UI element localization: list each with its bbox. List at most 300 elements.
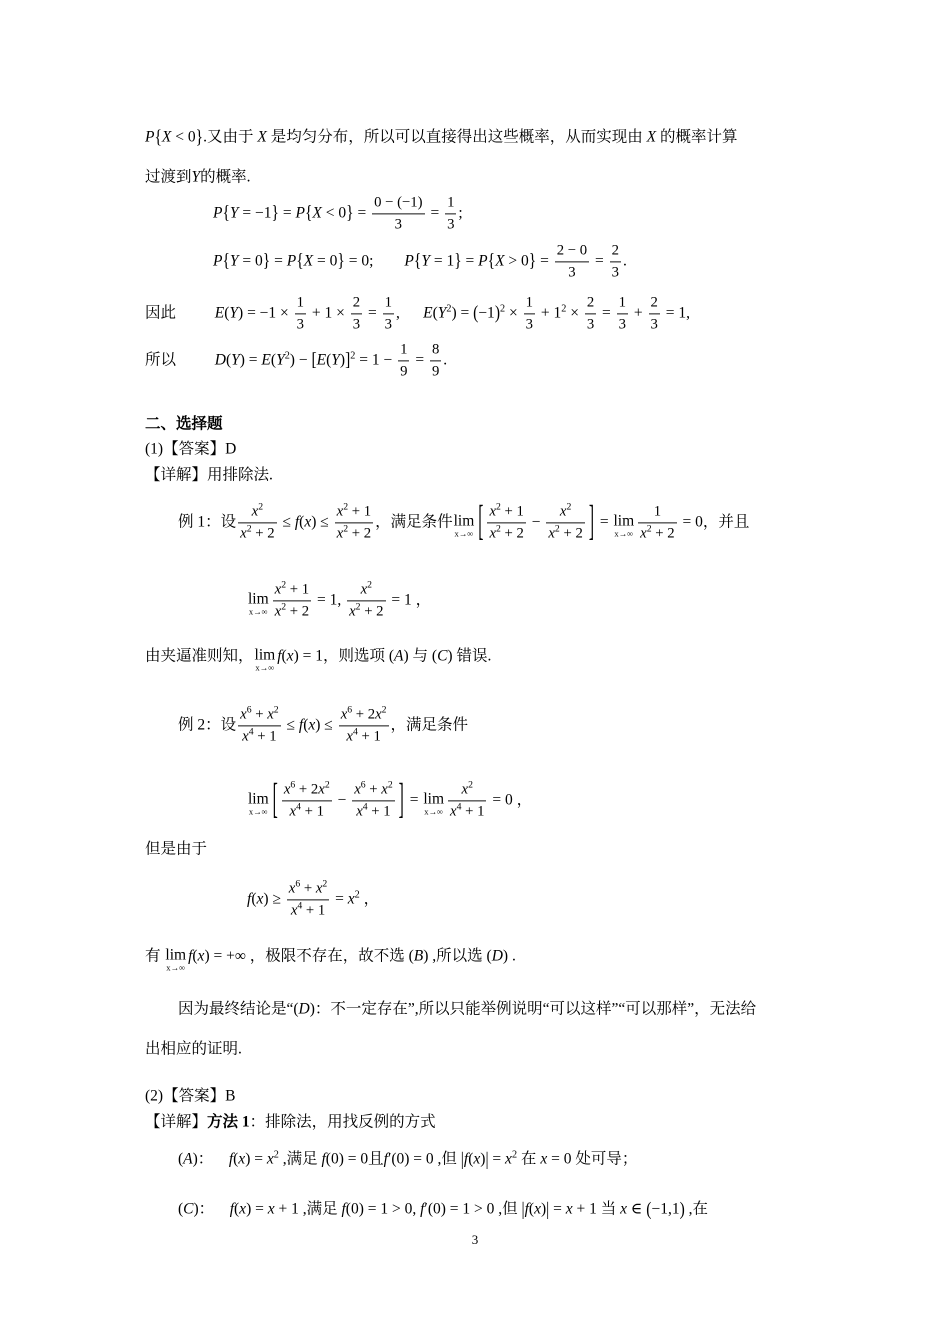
math-variable: f xyxy=(277,647,282,665)
math-variable: X xyxy=(257,128,267,146)
math-variable: f xyxy=(341,1200,346,1218)
fraction-numerator xyxy=(238,705,280,726)
bracket: ] xyxy=(345,349,351,371)
math-variable: Y xyxy=(421,252,430,270)
text-run: = 0，并且 xyxy=(678,513,750,531)
superscript: 2 xyxy=(381,704,387,716)
math-variable: f xyxy=(188,947,193,965)
math-variable: x xyxy=(461,781,469,798)
fraction-denominator xyxy=(295,315,306,335)
bracket: { xyxy=(296,250,304,272)
superscript: 2 xyxy=(554,523,560,535)
math-variable: E xyxy=(316,351,327,369)
bold-text: 二、选择题 xyxy=(145,415,223,433)
superscript: 4 xyxy=(362,801,368,813)
text-run: ，满足条件 xyxy=(375,513,453,531)
fraction xyxy=(295,293,306,334)
text-line xyxy=(247,777,533,824)
fraction-denominator xyxy=(238,727,280,747)
text-line xyxy=(145,647,491,672)
text-run: ) ≥ xyxy=(263,890,285,908)
text-run: = 0 处可导； xyxy=(547,1150,638,1168)
math-variable: x xyxy=(349,603,356,620)
math-variable: x xyxy=(473,1150,481,1168)
math-variable: D xyxy=(214,351,226,369)
text-run: 8 xyxy=(431,341,440,358)
fraction-denominator xyxy=(282,802,332,822)
fraction xyxy=(352,780,394,821)
math-variable: Y xyxy=(229,304,239,322)
answer-line xyxy=(145,1088,235,1107)
math-variable: f xyxy=(383,1150,388,1168)
limit-subscript: x→∞ xyxy=(424,806,444,817)
text-line xyxy=(145,126,738,148)
text-run: ; xyxy=(458,204,463,222)
fraction-denominator xyxy=(238,524,276,544)
page-number: 3 xyxy=(471,1232,479,1247)
fraction-numerator xyxy=(295,293,306,314)
fraction-denominator xyxy=(445,215,456,235)
text-line xyxy=(178,1198,709,1220)
fraction-denominator xyxy=(372,215,424,235)
text-run: ( xyxy=(432,304,438,322)
text-run: ) 错误. xyxy=(447,647,492,665)
limit-subscript: x→∞ xyxy=(255,661,275,672)
math-variable: Y xyxy=(229,204,239,222)
text-run: ) ,所以选 ( xyxy=(423,947,492,965)
text-run: 是均匀分布，所以可以直接得出这些概率，从而实现由 xyxy=(266,128,647,146)
text-run: + 1 xyxy=(367,803,391,820)
fraction xyxy=(383,293,394,334)
text-run: ,在 xyxy=(684,1200,709,1218)
fraction-numerator xyxy=(487,502,525,523)
text-run: + 2 xyxy=(251,525,275,542)
bracket: ) xyxy=(494,302,500,324)
text-line xyxy=(145,169,251,188)
fraction-denominator xyxy=(546,524,584,544)
text-run: = xyxy=(598,304,615,322)
text-run: ) = xyxy=(246,1200,268,1218)
text-run: + 1 xyxy=(348,503,372,520)
fraction xyxy=(238,502,276,543)
math-variable: E xyxy=(214,304,225,322)
text-run: + 1 xyxy=(500,503,524,520)
text-run: 2 xyxy=(650,294,658,311)
text-run: + xyxy=(365,781,382,798)
bracket: } xyxy=(271,202,279,224)
math-variable: B xyxy=(413,947,424,965)
text-run: 2 − 0 xyxy=(556,242,588,259)
limit-operator: lim xyxy=(453,512,475,530)
fraction xyxy=(372,193,424,234)
math-variable: X xyxy=(646,128,657,146)
math-variable: x xyxy=(347,890,355,908)
text-run: − xyxy=(333,791,351,809)
text-run: 3 xyxy=(352,316,361,333)
text-run: (1)【答案】D xyxy=(145,440,237,458)
text-run: −1,1 xyxy=(651,1200,680,1218)
fraction-denominator xyxy=(335,524,373,544)
text-run: 3 xyxy=(611,264,619,281)
math-variable: Y xyxy=(331,351,340,369)
text-run: = xyxy=(536,252,553,270)
text-run: = 0; xyxy=(344,252,405,270)
fraction xyxy=(347,580,385,621)
superscript: 2 xyxy=(355,601,361,613)
large-bracket: [ xyxy=(478,499,484,546)
text-run: + 2 xyxy=(352,706,376,723)
math-variable: x xyxy=(266,1150,274,1168)
superscript: 2 xyxy=(495,501,501,513)
math-variable: f xyxy=(524,1200,529,1218)
math-variable: x xyxy=(240,706,247,723)
superscript: 2 xyxy=(367,579,373,591)
math-variable: f xyxy=(321,1150,326,1168)
text-run: 3 xyxy=(296,316,305,333)
large-bracket: ] xyxy=(588,499,594,546)
fraction xyxy=(282,780,332,821)
math-variable: x xyxy=(548,525,555,542)
math-variable: Y xyxy=(231,351,240,369)
text-run: ≤ xyxy=(278,513,295,531)
text-run: 过渡到 xyxy=(145,168,192,186)
bracket: } xyxy=(454,250,462,272)
fraction xyxy=(546,502,584,543)
text-run: 3 xyxy=(394,216,402,233)
text-run: 0 − (−1) xyxy=(374,194,423,211)
text-run: + 1 xyxy=(536,304,562,322)
math-variable: x xyxy=(290,902,298,919)
superscript: 2 xyxy=(387,779,393,791)
math-variable: C xyxy=(437,647,448,665)
text-run: (0) = 0且 xyxy=(325,1150,384,1168)
fraction-numerator xyxy=(372,193,424,214)
math-variable: C xyxy=(183,1200,194,1218)
text-run: 在 xyxy=(517,1150,541,1168)
text-run: + xyxy=(300,880,316,897)
superscript: 2 xyxy=(281,579,287,591)
math-variable: x xyxy=(640,525,647,542)
text-run: + 2 xyxy=(559,525,583,542)
text-run: + 1 xyxy=(461,803,485,820)
text-run: ( xyxy=(192,947,198,965)
text-run: ′(0) = 1 > 0 ,但 xyxy=(424,1200,522,1218)
fraction-numerator xyxy=(448,780,486,801)
text-run: + 1 × xyxy=(308,304,349,322)
text-run: < 0 xyxy=(321,204,347,222)
superscript: 2 xyxy=(561,303,567,315)
fraction-denominator xyxy=(430,362,441,382)
superscript: 2 xyxy=(343,501,349,513)
large-bracket: [ xyxy=(272,777,278,824)
bracket: { xyxy=(304,202,313,224)
text-run: = 1 − xyxy=(355,351,397,369)
bracket: | xyxy=(546,1198,550,1220)
superscript: 2 xyxy=(258,501,264,513)
math-variable: x xyxy=(375,706,382,723)
fraction xyxy=(430,340,441,381)
superscript: 4 xyxy=(297,900,303,912)
bracket: { xyxy=(487,250,496,272)
text-run: + 1 xyxy=(253,728,277,745)
text-run: + 1 xyxy=(302,902,326,919)
text-run: ) = xyxy=(239,351,262,369)
fraction xyxy=(617,293,628,334)
text-run: ( xyxy=(281,647,287,665)
superscript: 2 xyxy=(468,779,473,791)
math-variable: x xyxy=(289,803,297,820)
text-run: = xyxy=(270,252,287,270)
math-variable: f xyxy=(298,716,304,734)
limit-operator: lim xyxy=(248,590,269,608)
math-variable: f xyxy=(463,1150,469,1168)
superscript: 2 xyxy=(499,303,506,315)
text-run: , xyxy=(395,304,424,322)
bracket: } xyxy=(195,126,204,148)
math-variable: x xyxy=(304,513,312,531)
math-variable: X xyxy=(303,252,314,270)
math-variable: Y xyxy=(229,252,239,270)
fraction-numerator xyxy=(238,502,276,523)
math-variable: x xyxy=(620,1200,628,1218)
superscript: 6 xyxy=(290,779,296,791)
math-variable: P xyxy=(295,204,305,222)
bracket: ( xyxy=(646,1198,652,1220)
fraction xyxy=(487,502,525,543)
text-run: 3 xyxy=(384,316,392,333)
fraction xyxy=(585,293,596,334)
fraction-denominator xyxy=(352,802,394,822)
fraction-denominator xyxy=(610,263,621,283)
limit-subscript: x→∞ xyxy=(614,528,634,539)
text-run: ( xyxy=(251,890,257,908)
text-run: = xyxy=(595,513,613,531)
math-variable: x xyxy=(315,880,323,897)
math-variable: x xyxy=(283,781,291,798)
text-run: = 1 xyxy=(429,252,455,270)
text-run: 1 xyxy=(653,503,662,520)
text-run: ( xyxy=(528,1200,535,1218)
fraction-numerator xyxy=(638,502,676,523)
math-variable: P xyxy=(213,204,223,222)
math-variable: x xyxy=(450,803,457,820)
math-variable: x xyxy=(565,1200,573,1218)
text-run: 因此 xyxy=(145,304,215,322)
math-variable: x xyxy=(381,781,388,798)
math-variable: x xyxy=(505,1150,512,1168)
text-run: (2)【答案】B xyxy=(145,1087,236,1105)
superscript: 2 xyxy=(273,1149,279,1161)
text-run: 有 xyxy=(145,947,165,965)
text-run: 但是由于 xyxy=(145,840,208,858)
text-run: ( xyxy=(303,716,309,734)
fraction-numerator xyxy=(649,293,660,314)
math-variable: E xyxy=(423,304,433,322)
text-run: = −1 xyxy=(238,204,272,222)
explanation-line xyxy=(145,1114,436,1133)
text-run: . xyxy=(443,351,448,369)
text-run: ) = +∞ ，极限不存在，故不选 ( xyxy=(204,947,414,965)
text-run: ) . xyxy=(502,947,516,965)
limit-subscript: x→∞ xyxy=(248,606,268,617)
text-run: ) xyxy=(339,351,346,369)
fraction-numerator xyxy=(555,241,589,262)
limit-operator: lim xyxy=(423,790,445,808)
text-run: > 0 xyxy=(504,252,529,270)
bracket: { xyxy=(413,250,422,272)
math-variable: P xyxy=(404,252,414,270)
text-run: 3 xyxy=(525,316,533,333)
superscript: 4 xyxy=(248,726,254,738)
math-variable: x xyxy=(534,1200,541,1218)
fraction xyxy=(638,502,676,543)
text-run: = xyxy=(549,1200,566,1218)
math-variable: x xyxy=(274,581,282,598)
text-run: ( xyxy=(234,1200,240,1218)
text-line xyxy=(213,241,627,282)
fraction-numerator xyxy=(352,780,394,801)
text-run: = xyxy=(331,890,348,908)
text-line xyxy=(247,580,431,621)
fraction-numerator xyxy=(273,580,311,601)
limit xyxy=(454,514,475,539)
fraction xyxy=(273,580,311,621)
text-run: + 1 xyxy=(286,581,310,598)
fraction-denominator xyxy=(555,263,589,283)
limit xyxy=(248,792,269,817)
text-run: ′(0) = 0 ,但 xyxy=(387,1150,461,1168)
text-run: 因为最终结论是“( xyxy=(178,1000,299,1018)
text-run: ≤ xyxy=(282,716,299,734)
limit xyxy=(255,647,276,672)
section-heading xyxy=(145,416,223,435)
text-run: (0) = 1 > 0, xyxy=(345,1200,421,1218)
fraction-denominator xyxy=(524,315,535,335)
text-run: ，满足条件 xyxy=(390,716,469,734)
text-run: 1 xyxy=(525,294,533,311)
math-variable: P xyxy=(286,252,297,270)
superscript: 2 xyxy=(281,601,287,613)
limit xyxy=(423,792,444,817)
text-run: = xyxy=(488,1150,506,1168)
text-run: × xyxy=(566,304,583,322)
bracket: } xyxy=(262,250,271,272)
text-run: 9 xyxy=(400,363,408,380)
superscript: 2 xyxy=(246,523,252,535)
math-variable: x xyxy=(354,781,361,798)
text-run: ) = 1，则选项 ( xyxy=(293,647,395,665)
text-run: + xyxy=(251,706,268,723)
text-run: = xyxy=(411,351,428,369)
superscript: 2 xyxy=(566,501,572,513)
text-run: .又由于 xyxy=(203,128,258,146)
superscript: 2 xyxy=(324,779,330,791)
fraction xyxy=(398,340,409,381)
fraction-numerator xyxy=(287,879,329,900)
math-variable: x xyxy=(540,1150,548,1168)
math-variable: D xyxy=(491,947,503,965)
math-variable: x xyxy=(489,503,496,520)
bracket: ) xyxy=(679,1198,685,1220)
text-run: ) ≤ xyxy=(311,513,333,531)
text-run: = 0 xyxy=(238,252,263,270)
superscript: 2 xyxy=(511,1149,518,1161)
math-variable: x xyxy=(256,890,264,908)
superscript: 2 xyxy=(495,523,501,535)
math-variable: f xyxy=(294,513,300,531)
math-variable: f xyxy=(229,1200,234,1218)
text-run: + xyxy=(630,304,647,322)
fraction-numerator xyxy=(335,502,373,523)
text-run: 2 xyxy=(611,242,619,259)
text-run: 9 xyxy=(431,363,440,380)
fraction-numerator xyxy=(445,193,456,214)
fraction-numerator xyxy=(546,502,584,523)
text-run: − xyxy=(527,513,545,531)
text-line xyxy=(145,1041,242,1060)
text-run: × xyxy=(505,304,522,322)
text-run: + 2 xyxy=(360,603,384,620)
text-run: )：不一定存在”,所以只能举例说明“可以这样”“可以那样”，无法给 xyxy=(309,1000,757,1018)
math-variable: x xyxy=(274,603,282,620)
text-run: . xyxy=(623,252,627,270)
text-run: + 1 xyxy=(357,728,381,745)
large-bracket: ] xyxy=(398,777,404,824)
bracket: | xyxy=(460,1148,464,1170)
limit-operator: lim xyxy=(248,790,269,808)
text-run: ( xyxy=(233,1150,239,1168)
text-run: + 1 xyxy=(300,803,324,820)
text-run: = xyxy=(591,252,608,270)
fraction-denominator xyxy=(585,315,596,335)
fraction-numerator xyxy=(383,293,394,314)
math-variable: A xyxy=(183,1150,193,1168)
text-run: = 1 ， xyxy=(387,591,432,609)
text-run: ( xyxy=(468,1150,474,1168)
text-run: + 2 xyxy=(500,525,524,542)
text-line xyxy=(247,879,379,920)
fraction-denominator xyxy=(273,602,311,622)
fraction-numerator xyxy=(351,293,362,314)
text-line xyxy=(145,293,690,334)
superscript: 4 xyxy=(456,801,462,813)
math-variable: x xyxy=(267,706,274,723)
math-variable: X xyxy=(161,128,172,146)
bracket: } xyxy=(346,202,354,224)
math-variable: x xyxy=(360,581,368,598)
bracket: } xyxy=(528,250,537,272)
text-line xyxy=(213,193,463,234)
text-run: 1 xyxy=(296,294,305,311)
fraction-numerator xyxy=(339,705,389,726)
text-run: ∈ xyxy=(627,1200,647,1218)
fraction-denominator xyxy=(638,524,676,544)
text-run: ：排除法，用找反例的方式 xyxy=(249,1113,436,1131)
math-variable: x xyxy=(346,728,353,745)
fraction-denominator xyxy=(351,315,362,335)
math-variable: x xyxy=(308,716,316,734)
text-run: 【详解】 xyxy=(145,1113,208,1131)
math-variable: x xyxy=(267,1200,275,1218)
math-variable: Y xyxy=(276,351,285,369)
text-line xyxy=(145,841,207,860)
fraction-denominator xyxy=(339,727,389,747)
limit-subscript: x→∞ xyxy=(454,528,474,539)
math-variable: f xyxy=(228,1150,234,1168)
math-variable: f xyxy=(247,890,252,908)
math-variable: x xyxy=(318,781,325,798)
fraction-denominator xyxy=(347,602,385,622)
